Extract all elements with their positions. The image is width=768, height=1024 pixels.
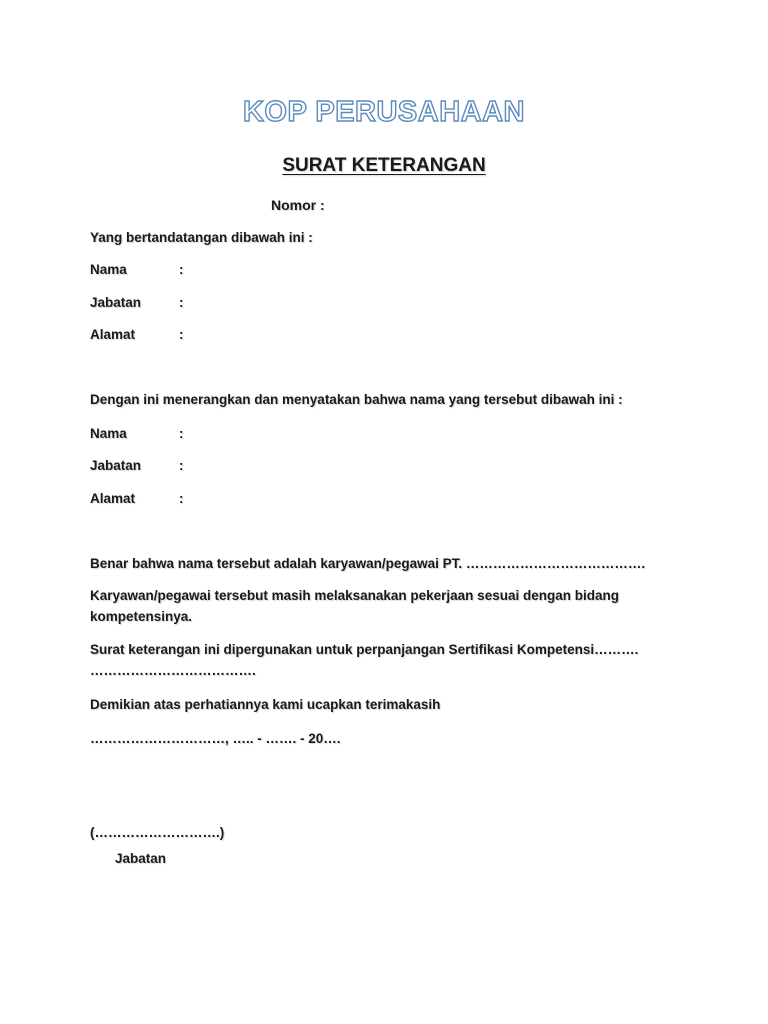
competency-text-line2: kompetensinya. — [90, 609, 193, 624]
employment-statement: Benar bahwa nama tersebut adalah karyawan/pegawai PT. …………………………………. — [90, 556, 646, 571]
employee-address-colon: : — [179, 491, 184, 506]
purpose-text-line1: Surat keterangan ini dipergunakan untuk perpanjangan Sertifikasi Kompetensi………. — [90, 642, 639, 657]
employee-name-label: Nama — [90, 426, 127, 441]
signer-address-label: Alamat — [90, 327, 136, 342]
letter-title: SURAT KETERANGAN — [282, 155, 486, 176]
competency-text-line1: Karyawan/pegawai tersebut masih melaksanakan pekerjaan sesuai dengan bidang — [90, 588, 619, 603]
signer-name-colon: : — [179, 262, 184, 277]
intro-text: Yang bertandatangan dibawah ini : — [90, 230, 313, 245]
signature-name-placeholder: (……………………….) — [90, 825, 225, 840]
signer-position-label: Jabatan — [90, 295, 142, 310]
employee-position-colon: : — [179, 458, 184, 473]
signer-address-colon: : — [179, 327, 184, 342]
employee-address-label: Alamat — [90, 491, 136, 506]
purpose-text-line2: ………………………………. — [90, 663, 256, 678]
letter-number: Nomor : — [271, 197, 325, 213]
company-letterhead: KOP PERUSAHAAN — [242, 96, 525, 128]
employee-position-label: Jabatan — [90, 458, 142, 473]
place-date-line: …………………………, ….. - ……. - 20…. — [90, 731, 341, 746]
statement-text: Dengan ini menerangkan dan menyatakan bahwa nama yang tersebut dibawah ini : — [90, 392, 623, 407]
signature-position: Jabatan — [115, 851, 167, 866]
signer-position-colon: : — [179, 295, 184, 310]
closing-text: Demikian atas perhatiannya kami ucapkan terimakasih — [90, 697, 441, 712]
signer-name-label: Nama — [90, 262, 127, 277]
employee-name-colon: : — [179, 426, 184, 441]
